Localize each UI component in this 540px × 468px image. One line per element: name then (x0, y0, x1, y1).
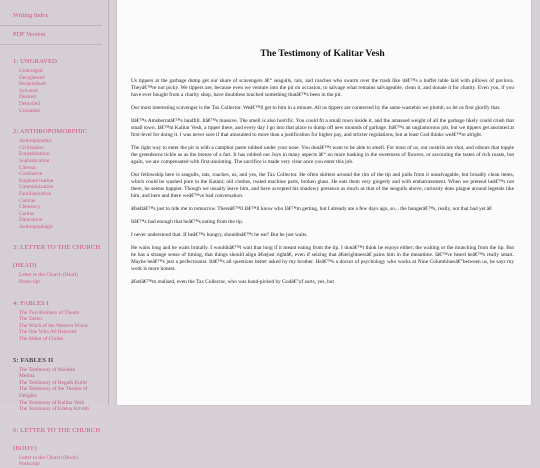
chapter-group (13, 236, 108, 285)
chapter-item-link[interactable]: Demoiled (19, 100, 40, 107)
chapter-item-link[interactable]: The One Who All Rejected (19, 329, 77, 336)
chapter-item-link[interactable]: Delights (19, 393, 37, 399)
chapter-item-link[interactable]: Liberna (19, 164, 36, 171)
body-paragraph: Us tippers at the garbage dump get our share of scavengers â€“ seagulls, rats, and roaches who swarm over the trash like itâ€™s a buffet table laid with pillows of pavlova. Theyâ€™re not picky. We tippers are, because even we venture into the pit on occasion, to salvage what remains salvageable, clean it, and donate it for charity. Even you, if you have ever bought from a charity shop, have doubtless touched something thatâ€™s been in the pit. (131, 78, 514, 98)
chapter-item-link[interactable]: The Testimony of Abishah (19, 366, 76, 373)
chapter-items (13, 367, 108, 413)
page-title: The Testimony of Kalitar Vesh (260, 48, 385, 59)
chapter-group (13, 419, 108, 468)
body-paragraph: Our most interesting scavenger is the Tax Collector. Weâ€™ll get to him in a minute. All us tippers are connected by the same wastebin we plumb; so let us first glorify that. (131, 104, 501, 111)
chapter-item-link[interactable]: Letter to the Church (Body) (19, 454, 79, 461)
chapter-item-link[interactable]: Anthropophagic (19, 223, 54, 230)
sidebar-divider (0, 25, 102, 26)
body-paragraph: Itâ€™s Amsherratâ€™s landfill. Itâ€™s massive. The smell is also horrific. You could fit a small town inside it, and the amassed weight of all the garbage likely could crush that small town. Iâ€™m Kalitar Vesh, a tipper there, and every day I go into that place to dump off new mounds of garbage. Itâ€™s an unglamorous job, but we tippers get anointed at first-level for doing it. I was never sure if that amounted to more than a justification for higher pay, and stricter regulations, but at least God thinks weâ€™re alright. (131, 118, 514, 138)
chapter-item-link[interactable]: Emphaticisation (19, 177, 54, 184)
chapter-item-link[interactable]: The Abbot of Chrdar (19, 336, 64, 343)
chapter-item-link[interactable]: The Two Brothers of Theom (19, 309, 80, 316)
chapter-item-link[interactable]: Cantrae (19, 197, 36, 204)
chapter-item-link[interactable]: Letter to the Church (Head) (19, 272, 78, 279)
body-paragraph: The right way to enter the pit is with a camphor paste rubbed under your nose. You donâ€™t want to be able to smell. For most of us, our nostrils are shot, and odours that topple the greenhorns tickle us as the breeze of a fart. It has robbed our Joys in many aspects â€“ no more basking in the sweetness of flowers, or savouring the tastes of rich roasts, but again, we are compensated with first-anointing. The sacrifice is made very clear once you enter this job. (131, 145, 514, 165)
body-paragraph: He waits long and he waits brutally. I wouldnâ€™t wait that long if it meant eating from the tip. I donâ€™t think he enjoys either; the waiting or the munching from the tip. But he has a strange sense of timing, that things should align â€œjust rightâ€, even if seizing that â€œrightnessâ€ pains him in the meantime. Iâ€™ve heard heâ€™s really smart. Maybe heâ€™s just a perfectionist. Itâ€™s all questions better asked by my brother. Heâ€™s a doctor of psychology who works at Nine Columbinesâ€”between us, he says my work is more honest. (131, 245, 514, 272)
chapter-group (13, 349, 108, 413)
chapter-group (13, 50, 108, 114)
pdf-version-link[interactable]: PDF Version (13, 31, 46, 38)
chapter-title-link[interactable]: 5: FABLES II (13, 356, 54, 364)
chapter-item-link[interactable]: The Testimony of the Theatre of (19, 386, 88, 393)
chapter-item-link[interactable]: Postscript (19, 461, 40, 468)
chapter-item-link[interactable]: The Testimony of Hegath Kulitt (19, 379, 87, 386)
chapter-item-link[interactable]: Hospitalised (19, 81, 46, 88)
chapter-item-link[interactable]: Combative (19, 171, 43, 178)
chapter-group (13, 120, 108, 230)
chapter-item-link[interactable]: Sophistication (19, 157, 50, 164)
body-paragraph: â€œItâ€™s just to tide me to tomorrow. Thereâ€™ll Iâ€™ll know who Iâ€™m getting, but I already ate a few days ago, so... the hungerâ€™s, really, not that bad yet.â€ (131, 205, 492, 212)
chapter-item-link[interactable]: The Witch of the Western Winds (19, 322, 89, 329)
chapter-item-link[interactable]: Caritas (19, 210, 35, 217)
sidebar-divider (0, 44, 102, 45)
chapter-item-link[interactable]: Meshta (19, 373, 35, 380)
chapter-item-link[interactable]: Civilisation (19, 144, 44, 151)
chapter-item-link[interactable]: Undredged (19, 68, 43, 74)
body-paragraph: Itâ€™s bad enough that heâ€™s eating from the tip. (131, 219, 244, 225)
chapter-title-link[interactable]: 3: LETTER TO THE CHURCH (HEAD) (13, 244, 101, 270)
chapter-item-link[interactable]: The Testimony of Edelsa Krivitti (19, 406, 89, 413)
chapter-items (13, 272, 108, 285)
document-page (117, 0, 531, 405)
chapter-item-link[interactable]: Anthropopathic (19, 138, 53, 145)
chapter-items (13, 138, 108, 230)
body-paragraph: â€œIâ€™m realised, even the Tax Collector, who was hand-picked by Godâ€”of sorts, yes, but (131, 279, 334, 286)
chapter-items (13, 310, 108, 343)
chapter-item-link[interactable]: Damnation (19, 217, 43, 224)
chapter-items (13, 455, 108, 468)
chapter-item-link[interactable]: Clemency (19, 204, 41, 211)
chapter-item-link[interactable]: Communization (19, 184, 54, 191)
chapter-item-link[interactable]: The Testimony of Kalitar Vesh (19, 399, 85, 406)
chapter-item-link[interactable]: The Tattler (19, 316, 43, 323)
writing-index-link[interactable]: Writing Index (13, 12, 49, 19)
chapter-title-link[interactable]: 4: FABLES I (13, 299, 49, 307)
chapter-item-link[interactable]: Decyphered (19, 74, 45, 81)
chapter-list (13, 50, 108, 468)
document-body (131, 78, 514, 286)
chapter-item-link[interactable]: Familiarisation (19, 190, 52, 197)
chapter-title-link[interactable]: 1: UNGRAVED (13, 58, 58, 65)
sidebar-nav (0, 0, 109, 468)
body-paragraph: I never understood that. If heâ€™s hungry, shouldnâ€™t he eat? But he just waits. (131, 232, 308, 239)
chapter-item-link[interactable]: Postscript (19, 279, 40, 286)
chapter-item-link[interactable]: Empathisation (19, 151, 50, 158)
chapter-item-link[interactable]: Deaired (19, 94, 36, 101)
chapter-title-link[interactable]: 2: ANTHROPOMORPHIC (13, 128, 88, 136)
chapter-items (13, 68, 108, 114)
chapter-title-link[interactable]: 6: LETTER TO THE CHURCH (BODY) (13, 426, 101, 452)
chapter-group (13, 292, 108, 343)
chapter-item-link[interactable]: Sylvated (19, 87, 38, 94)
body-paragraph: Our fellowship here is seagulls, rats, roaches, us, and yes, the Tax Collector. He often skitters around the rim of the tip and pulls from it unsalvagable, but broadly clean items, which could be washed pure in the Katani; old clothes, rusted machine parts, broken glass. He eats them very gingerly and with embarrassment. When we pretend heâ€™s not there, he seems happier. Though we usually leave him, and have accepted his shadowy presence as much as that of the seagulls above, curiosity does plague around legends like him, and here and there weâ€™ve had conversation. (131, 172, 514, 199)
chapter-item-link[interactable]: Unloaded (19, 107, 40, 114)
